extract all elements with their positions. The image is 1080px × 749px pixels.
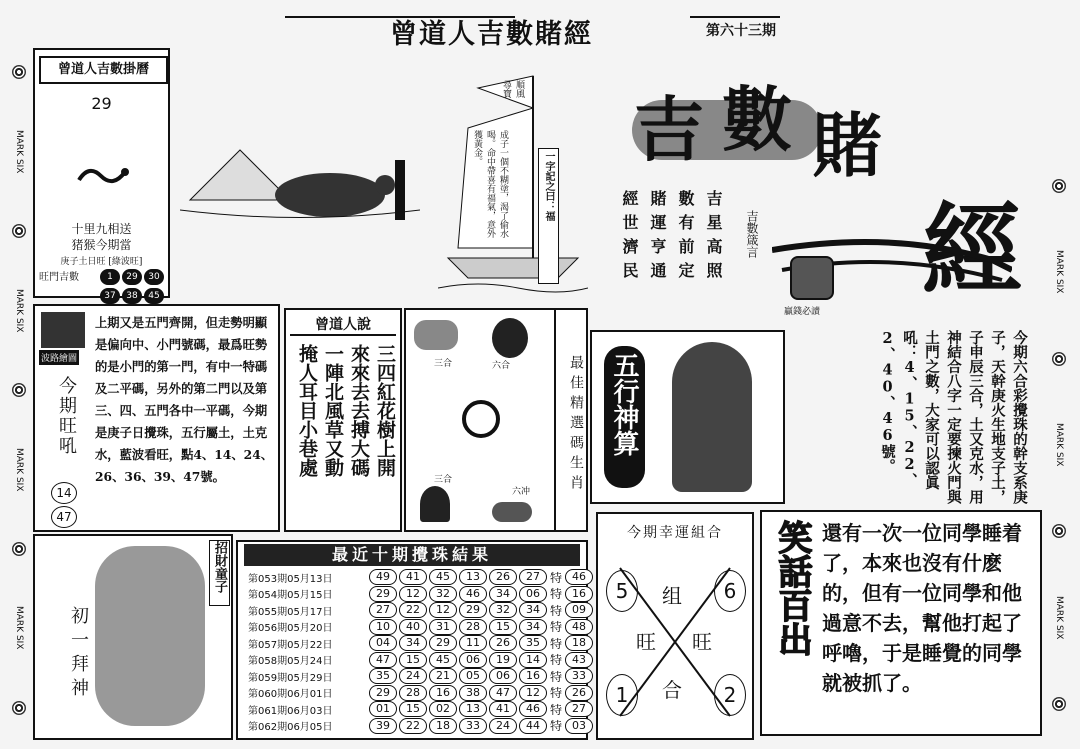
result-ball: 14 [519, 652, 547, 668]
result-ball: 41 [489, 701, 517, 717]
result-ball: 06 [489, 668, 517, 684]
result-ball: 29 [459, 602, 487, 618]
saying-col-3: 一陣北風草又動 [322, 344, 344, 477]
result-period: 第055期05月17日 [248, 606, 333, 618]
special-ball: 09 [565, 602, 593, 618]
rooster-icon [420, 486, 450, 522]
calendar-day: 29 [91, 94, 112, 113]
joke-text: 還有一次一位同學睡着了，本來也沒有什麽的，但有一位同學和他過意不去，幫他打起了呼嚕，于是睡覺的同學就被抓了。 [822, 521, 1022, 695]
result-ball: 29 [369, 586, 397, 602]
saying-col-1: 三四紅花樹上開 [374, 344, 396, 477]
title-char-3: 賭 [812, 104, 882, 187]
result-ball: 29 [429, 635, 457, 651]
result-ball: 41 [399, 569, 427, 585]
deity-box [590, 330, 785, 504]
result-ball: 04 [369, 635, 397, 651]
wave-circle-number: 14 [51, 482, 77, 504]
result-row [248, 668, 594, 685]
flower-icon [12, 224, 26, 238]
side-strip-label: MARK SIX [1054, 595, 1064, 640]
result-ball: 33 [459, 718, 487, 734]
result-period: 第054期05月15日 [248, 590, 333, 602]
fortune-badge: 招財童子 [209, 540, 230, 606]
result-ball: 15 [399, 701, 427, 717]
zodiac-label: 六冲 [512, 487, 531, 497]
saying-col-4: 掩人耳目小巷處 [296, 344, 318, 477]
wave-badge-icon [41, 312, 85, 348]
header-rule-right [690, 16, 780, 18]
special-ball: 03 [565, 718, 593, 734]
tree-illustration [95, 546, 205, 726]
result-ball: 34 [519, 602, 547, 618]
result-row [248, 718, 594, 735]
special-ball: 33 [565, 668, 593, 684]
result-ball: 22 [399, 718, 427, 734]
saying-title: 曾道人說 [290, 314, 396, 336]
result-ball: 26 [489, 569, 517, 585]
result-period: 第059期05月29日 [248, 672, 333, 684]
lucky-combo-box [596, 512, 754, 740]
zodiac-label: 三合 [434, 475, 453, 485]
result-ball: 19 [489, 652, 517, 668]
combo-center: 合 [662, 674, 682, 703]
title-char-4: 經 [922, 191, 1022, 309]
result-ball: 31 [429, 619, 457, 635]
sail-caption: 一字記之曰：福 [538, 148, 559, 284]
flower-icon [12, 701, 26, 715]
fortune-caption: 初一拜神 [65, 606, 91, 716]
wave-box [33, 304, 280, 532]
special-label: 特 [550, 669, 563, 684]
result-ball: 13 [459, 569, 487, 585]
flower-icon [1052, 697, 1066, 711]
flower-icon [12, 65, 26, 79]
title-char-1: 吉 [634, 88, 704, 171]
lucky-numbers [99, 266, 167, 304]
result-ball: 45 [429, 652, 457, 668]
side-strip-label: MARK SIX [1054, 423, 1064, 467]
combo-title: 今期幸運組合 [627, 525, 723, 541]
zodiac-label: 六合 [492, 361, 511, 371]
flower-icon [1052, 352, 1066, 366]
zodiac-side: 最佳精選碼生肖 [554, 310, 586, 530]
result-ball: 21 [429, 668, 457, 684]
result-ball: 16 [519, 668, 547, 684]
lucky-ball: 37 [100, 288, 120, 304]
special-label: 特 [550, 620, 563, 635]
result-ball: 15 [489, 619, 517, 635]
pig-icon [492, 502, 532, 522]
combo-center: 组 [662, 580, 682, 609]
result-ball: 12 [519, 685, 547, 701]
results-table [248, 569, 594, 734]
calendar-poem-1: 十里九相送 [71, 222, 132, 236]
calendar-title: 曾道人吉數掛曆 [39, 56, 168, 84]
rat-illustration [180, 140, 420, 230]
seal-caption: 贏錢必讀 [784, 307, 821, 317]
result-ball: 28 [399, 685, 427, 701]
result-period: 第061期06月03日 [248, 705, 333, 717]
wave-side-label: 今期旺吼 [56, 376, 77, 456]
flower-icon [12, 383, 26, 397]
flower-icon [1052, 179, 1066, 193]
dragon-icon [75, 160, 131, 190]
side-strip-label: MARK SIX [14, 447, 24, 492]
result-ball: 39 [369, 718, 397, 734]
result-ball: 15 [399, 652, 427, 668]
special-label: 特 [550, 603, 563, 618]
snake-icon [462, 400, 500, 438]
result-ball: 40 [399, 619, 427, 635]
left-side-strip [8, 40, 30, 740]
result-ball: 26 [489, 635, 517, 651]
result-ball: 12 [429, 602, 457, 618]
result-ball: 27 [519, 569, 547, 585]
combo-corner: 5 [606, 570, 638, 612]
wave-text: 上期又是五門齊開，但走勢明顯是偏向中、小門號碼，最爲旺勢的是小門的第一門，有中一特碼及二平碼，另外的第二門以及第三、四、五門各中一平碼，今期是庚子日攪珠，五行屬土，土克水，藍波看旺，點4、14、24、26、36、39、47號。 [95, 315, 274, 484]
joke-box [760, 510, 1042, 736]
result-ball: 32 [429, 586, 457, 602]
flower-icon [12, 542, 26, 556]
special-ball: 48 [565, 619, 593, 635]
special-label: 特 [550, 719, 563, 734]
result-ball: 45 [429, 569, 457, 585]
result-row [248, 586, 594, 603]
result-ball: 01 [369, 701, 397, 717]
zodiac-box [404, 308, 588, 532]
special-ball: 46 [565, 569, 593, 585]
issue-number: 第六十三期 [706, 23, 776, 39]
combo-corner: 6 [714, 570, 746, 612]
seal-icon [790, 256, 834, 300]
special-ball: 27 [565, 701, 593, 717]
result-row [248, 685, 594, 702]
result-ball: 18 [429, 718, 457, 734]
proverb-col-2: 數有前定 [676, 190, 695, 286]
proverb-col-3: 賭運亨通 [648, 190, 667, 286]
special-label: 特 [550, 702, 563, 717]
special-ball: 26 [565, 685, 593, 701]
results-box [236, 540, 588, 740]
combo-corner: 1 [606, 674, 638, 716]
special-label: 特 [550, 570, 563, 585]
result-ball: 47 [489, 685, 517, 701]
special-ball: 18 [565, 635, 593, 651]
proverb-col-1: 吉星高照 [704, 190, 723, 286]
result-ball: 38 [459, 685, 487, 701]
result-ball: 24 [399, 668, 427, 684]
result-row [248, 701, 594, 718]
result-ball: 49 [369, 569, 397, 585]
result-ball: 12 [399, 586, 427, 602]
sheep-icon [414, 320, 458, 350]
calendar-panel [33, 48, 170, 301]
saying-box [284, 308, 402, 532]
result-ball: 29 [369, 685, 397, 701]
result-ball: 22 [399, 602, 427, 618]
wave-badge: 波路繪圖 [39, 350, 79, 365]
results-title: 最近十期攪珠結果 [244, 544, 580, 566]
result-ball: 27 [369, 602, 397, 618]
result-row [248, 652, 594, 669]
result-period: 第062期06月05日 [248, 722, 333, 734]
joke-title: 笑話百出 [772, 520, 812, 656]
result-ball: 32 [489, 602, 517, 618]
side-strip-label: MARK SIX [1054, 250, 1064, 294]
result-ball: 16 [429, 685, 457, 701]
side-strip-label: MARK SIX [14, 288, 24, 333]
combo-corner: 2 [714, 674, 746, 716]
result-row [248, 635, 594, 652]
result-ball: 34 [399, 635, 427, 651]
saying-col-2: 來來去去搏大碼 [348, 344, 370, 477]
five-elements-title: 五行神算 [604, 346, 645, 488]
big-title-block [612, 60, 1042, 330]
result-period: 第057期05月22日 [248, 639, 333, 651]
side-strip-label: MARK SIX [14, 606, 24, 650]
result-ball: 34 [519, 619, 547, 635]
deity-figure [672, 342, 752, 492]
result-period: 第056期05月20日 [248, 623, 333, 635]
result-ball: 06 [519, 586, 547, 602]
result-ball: 28 [459, 619, 487, 635]
lucky-ball: 29 [122, 269, 142, 285]
wave-circle-number: 47 [51, 506, 77, 528]
calendar-note: 庚子土日旺 [綠波旺] [60, 257, 143, 267]
result-ball: 05 [459, 668, 487, 684]
result-ball: 35 [369, 668, 397, 684]
prediction-text: 今期六合彩攪珠的幹支系庚子，天幹庚火生地支子土，子申辰三合，土又克水，用神結合八字一定要揀火門與土門之數，大家可以認眞吼：4、15、22、2、40、46號。 [879, 330, 1028, 504]
lucky-ball: 45 [144, 288, 164, 304]
lucky-label: 旺門吉數 [39, 272, 79, 283]
fortune-box [33, 534, 233, 740]
result-ball: 06 [459, 652, 487, 668]
result-row [248, 602, 594, 619]
result-ball: 10 [369, 619, 397, 635]
combo-center: 旺 [692, 626, 712, 655]
calendar-poem-2: 猪猴今期當 [71, 238, 132, 252]
special-label: 特 [550, 587, 563, 602]
sailboat-block [438, 68, 588, 298]
result-ball: 34 [489, 586, 517, 602]
zodiac-label: 三合 [434, 359, 453, 369]
right-side-strip [1048, 150, 1070, 740]
lucky-ball: 30 [144, 269, 164, 285]
combo-center: 旺 [636, 626, 656, 655]
special-label: 特 [550, 653, 563, 668]
result-period: 第053期05月13日 [248, 573, 333, 585]
side-strip-label: MARK SIX [14, 130, 24, 174]
result-ball: 02 [429, 701, 457, 717]
special-ball: 16 [565, 586, 593, 602]
result-ball: 46 [519, 701, 547, 717]
result-ball: 35 [519, 635, 547, 651]
special-label: 特 [550, 686, 563, 701]
result-ball: 11 [459, 635, 487, 651]
result-ball: 47 [369, 652, 397, 668]
special-ball: 43 [565, 652, 593, 668]
sail-flag: 順風 尋寶 [501, 80, 524, 98]
result-row [248, 619, 594, 636]
result-row [248, 569, 594, 586]
result-ball: 46 [459, 586, 487, 602]
flower-icon [1052, 524, 1066, 538]
result-period: 第060期06月01日 [248, 689, 333, 701]
sail-text: 成子一個不糊塗，渴了偷水喝。命中帶喜有福氣，意外獲黃金。 [472, 130, 508, 238]
title-char-2: 數 [722, 78, 792, 161]
lucky-ball: 1 [100, 269, 120, 285]
result-period: 第058期05月24日 [248, 656, 333, 668]
special-label: 特 [550, 636, 563, 651]
lucky-ball: 38 [122, 288, 142, 304]
proverb-col-4: 經世濟民 [620, 190, 639, 286]
title-subtitle: 吉數箴言 [745, 210, 759, 258]
monkey-icon [492, 318, 528, 358]
header-title: 曾道人吉數賭經 [390, 19, 593, 50]
result-ball: 24 [489, 718, 517, 734]
result-ball: 44 [519, 718, 547, 734]
result-ball: 13 [459, 701, 487, 717]
